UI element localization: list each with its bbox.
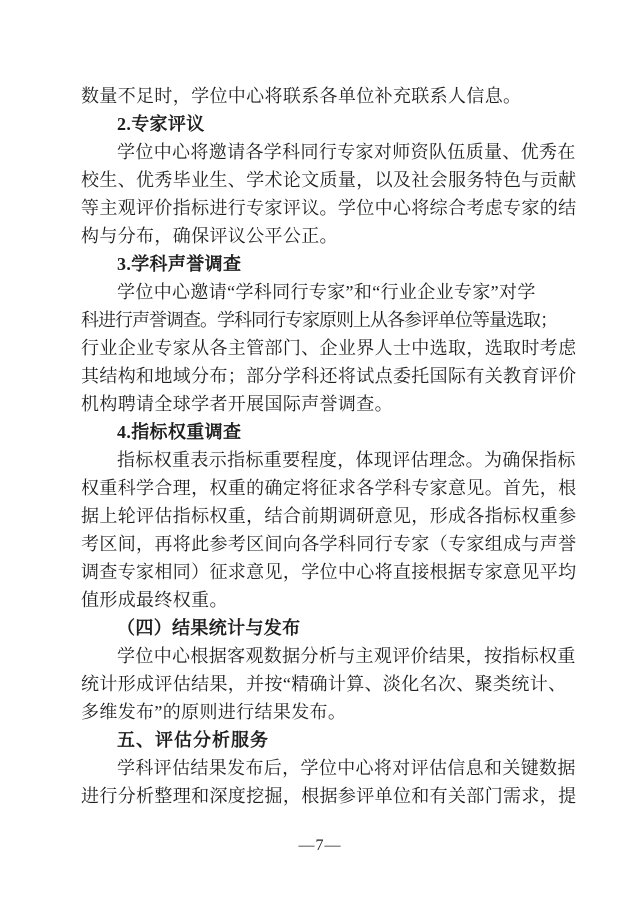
text-line: 考区间，再将此参考区间向各学科同行专家（专家组成与声誉 (81, 534, 577, 554)
heading-analysis-service: 五、评估分析服务 (117, 730, 269, 750)
text-line: 指标权重表示指标重要程度，体现评估理念。为确保指标 (117, 450, 576, 470)
text-line: 多维发布”的原则进行结果发布。 (81, 702, 347, 722)
document-body (81, 82, 577, 810)
text-line: 构与分布，确保评议公平公正。 (81, 226, 338, 246)
text-line: 调查专家相同）征求意见，学位中心将直接根据专家意见平均 (81, 562, 577, 582)
page-number: —7— (298, 837, 342, 854)
text-line: 权重科学合理，权重的确定将征求各学科专家意见。首先，根 (81, 478, 577, 498)
text-line: 学位中心将邀请各学科同行专家对师资队伍质量、优秀在 (117, 142, 576, 162)
text-line: 进行分析整理和深度挖掘，根据参评单位和有关部门需求，提 (81, 786, 577, 806)
text-line: 学位中心根据客观数据分析与主观评价结果，按指标权重 (117, 646, 576, 666)
text-line: 据上轮评估指标权重，结合前期调研意见，形成各指标权重参 (81, 506, 577, 526)
text-line: 行业企业专家从各主管部门、企业界人士中选取，选取时考虑 (81, 338, 577, 358)
text-line: 机构聘请全球学者开展国际声誉调查。 (81, 394, 393, 414)
heading-weight-survey: 4.指标权重调查 (117, 422, 242, 442)
text-line: 值形成最终权重。 (81, 590, 228, 610)
heading-reputation-survey: 3.学科声誉调查 (117, 254, 242, 274)
text-line: 科进行声誉调查。学科同行专家原则上从各参评单位等量选取； (81, 310, 557, 330)
heading-expert-review: 2.专家评议 (117, 114, 205, 134)
text-line: 校生、优秀毕业生、学术论文质量，以及社会服务特色与贡献 (81, 170, 577, 190)
text-line: 数量不足时，学位中心将联系各单位补充联系人信息。 (81, 86, 522, 106)
text-line: 学科评估结果发布后，学位中心将对评估信息和关键数据 (117, 758, 576, 778)
text-line: 学位中心邀请“学科同行专家”和“行业企业专家”对学 (117, 282, 536, 302)
text-line: 其结构和地域分布；部分学科还将试点委托国际有关教育评价 (81, 366, 577, 386)
heading-results-publication: （四）结果统计与发布 (117, 618, 301, 638)
text-line: 等主观评价指标进行专家评议。学位中心将综合考虑专家的结 (81, 198, 577, 218)
text-line: 统计形成评估结果，并按“精确计算、淡化名次、聚类统计、 (81, 674, 567, 694)
